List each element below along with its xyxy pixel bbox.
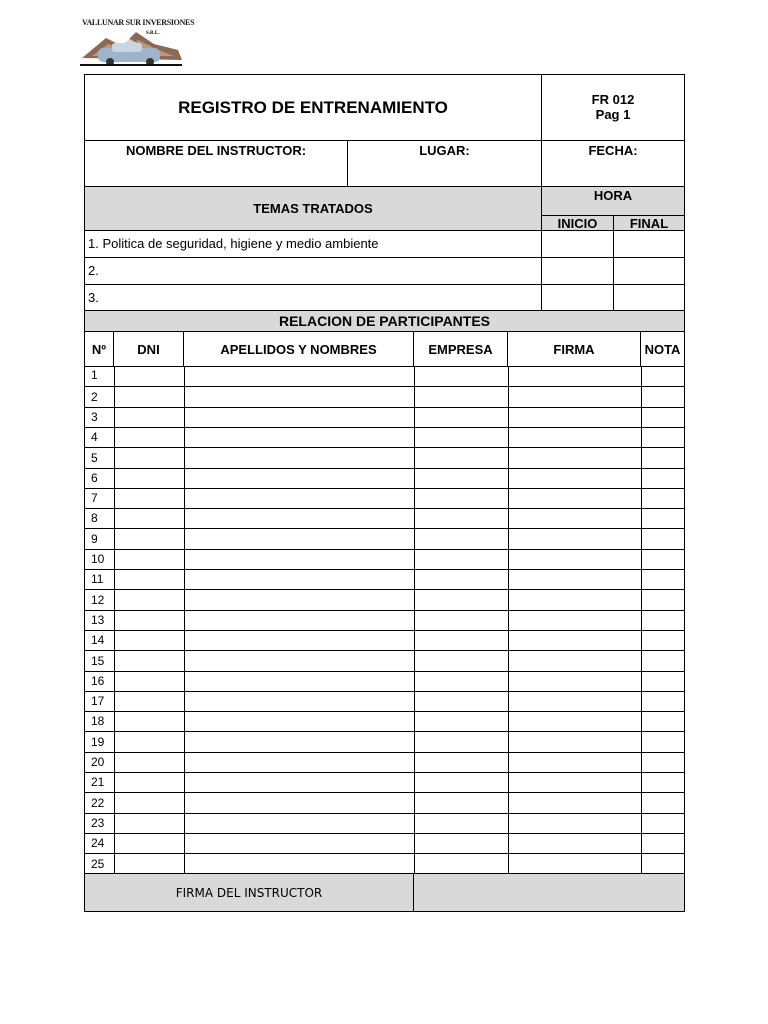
cell-dni[interactable] (114, 672, 184, 691)
table-row (85, 833, 685, 853)
cell-firma[interactable] (508, 793, 641, 813)
cell-nota[interactable] (641, 590, 685, 610)
table-row (85, 772, 685, 792)
cell-empresa[interactable] (414, 753, 508, 772)
table-row (85, 630, 685, 650)
inicio-label: INICIO (557, 215, 598, 231)
tema-row[interactable] (84, 284, 542, 311)
cell-firma[interactable] (508, 712, 641, 731)
cell-empresa[interactable] (414, 469, 508, 488)
participantes-title-label: RELACION DE PARTICIPANTES (278, 313, 491, 329)
cell-nota[interactable] (641, 732, 685, 752)
tema-text: 2. (88, 263, 99, 278)
lugar-field[interactable] (347, 140, 542, 187)
cell-numero: 8 (91, 511, 98, 525)
cell-firma[interactable] (508, 570, 641, 589)
tema-inicio-cell[interactable] (541, 284, 614, 311)
cell-numero: 22 (91, 796, 105, 810)
cell-nota[interactable] (641, 814, 685, 833)
cell-nota[interactable] (641, 448, 685, 468)
temas-header-label: TEMAS TRATADOS (253, 201, 373, 216)
cell-dni[interactable] (114, 366, 184, 386)
cell-nota[interactable] (641, 570, 685, 589)
cell-nombres[interactable] (184, 366, 414, 386)
table-row (85, 853, 685, 874)
col-header-label: APELLIDOS Y NOMBRES (220, 341, 377, 357)
cell-numero: 11 (91, 572, 104, 586)
fecha-label: FECHA: (588, 143, 638, 158)
cell-dni[interactable] (114, 773, 184, 792)
participants-table (84, 366, 685, 874)
col-header-label: EMPRESA (428, 341, 493, 357)
cell-empresa[interactable] (414, 570, 508, 589)
cell-nombres[interactable] (184, 732, 414, 752)
inicio-header (541, 215, 614, 231)
firma-instructor-cell[interactable] (84, 873, 414, 912)
cell-empresa[interactable] (414, 408, 508, 427)
cell-numero: 24 (91, 836, 105, 850)
cell-empresa[interactable] (414, 732, 508, 752)
col-header-nota (640, 331, 685, 367)
col-header-numero (84, 331, 114, 367)
cell-nota[interactable] (641, 773, 685, 792)
logo-text: VALLUNAR SUR INVERSIONES (82, 18, 195, 27)
cell-firma[interactable] (508, 428, 641, 447)
cell-empresa[interactable] (414, 631, 508, 650)
tema-text: 1. Politica de seguridad, higiene y medio ambiente (88, 236, 379, 251)
cell-firma[interactable] (508, 611, 641, 630)
cell-numero: 17 (91, 694, 105, 708)
cell-empresa[interactable] (414, 672, 508, 691)
cell-nombres[interactable] (184, 814, 414, 833)
cell-empresa[interactable] (414, 387, 508, 407)
cell-numero: 10 (91, 552, 105, 566)
cell-nombres[interactable] (184, 529, 414, 549)
cell-numero: 9 (91, 532, 98, 546)
col-header-firma (507, 331, 641, 367)
cell-nota[interactable] (641, 529, 685, 549)
final-label: FINAL (629, 215, 669, 231)
cell-numero: 23 (91, 816, 105, 830)
col-header-dni (113, 331, 184, 367)
tema-text: 3. (88, 290, 99, 305)
form-code-cell (541, 74, 685, 141)
cell-empresa[interactable] (414, 651, 508, 671)
cell-firma[interactable] (508, 509, 641, 528)
col-header-label: Nº (91, 341, 107, 357)
cell-firma[interactable] (508, 387, 641, 407)
cell-nota[interactable] (641, 793, 685, 813)
cell-nombres[interactable] (184, 469, 414, 488)
tema-inicio-cell[interactable] (541, 230, 614, 258)
cell-firma[interactable] (508, 469, 641, 488)
cell-dni[interactable] (114, 509, 184, 528)
cell-nombres[interactable] (184, 509, 414, 528)
cell-dni[interactable] (114, 611, 184, 630)
cell-nota[interactable] (641, 509, 685, 528)
cell-dni[interactable] (114, 529, 184, 549)
cell-numero: 3 (91, 410, 98, 424)
cell-dni[interactable] (114, 732, 184, 752)
cell-numero: 5 (91, 451, 98, 465)
col-header-label: NOTA (644, 341, 681, 357)
cell-firma[interactable] (508, 854, 641, 874)
cell-dni[interactable] (114, 793, 184, 813)
cell-nombres[interactable] (184, 753, 414, 772)
cell-nota[interactable] (641, 712, 685, 731)
cell-empresa[interactable] (414, 428, 508, 447)
cell-nombres[interactable] (184, 387, 414, 407)
cell-nota[interactable] (641, 672, 685, 691)
cell-firma[interactable] (508, 408, 641, 427)
cell-numero: 2 (91, 390, 98, 404)
table-row (85, 508, 685, 528)
cell-firma[interactable] (508, 366, 641, 386)
table-row (85, 731, 685, 752)
cell-dni[interactable] (114, 590, 184, 610)
cell-nombres[interactable] (184, 550, 414, 569)
instructor-field[interactable] (84, 140, 348, 187)
participantes-title (84, 310, 685, 332)
form-code: FR 012 (591, 92, 635, 107)
cell-nota[interactable] (641, 387, 685, 407)
firma-instructor-label: FIRMA DEL INSTRUCTOR (175, 885, 323, 900)
cell-empresa[interactable] (414, 854, 508, 874)
cell-nota[interactable] (641, 854, 685, 874)
cell-nombres[interactable] (184, 854, 414, 874)
cell-dni[interactable] (114, 408, 184, 427)
cell-firma[interactable] (508, 651, 641, 671)
cell-firma[interactable] (508, 489, 641, 508)
table-row (85, 447, 685, 468)
cell-empresa[interactable] (414, 773, 508, 792)
form-title: REGISTRO DE ENTRENAMIENTO (178, 97, 448, 117)
cell-nota[interactable] (641, 753, 685, 772)
cell-nombres[interactable] (184, 448, 414, 468)
table-row (85, 671, 685, 691)
cell-empresa[interactable] (414, 529, 508, 549)
cell-nombres[interactable] (184, 408, 414, 427)
cell-firma[interactable] (508, 814, 641, 833)
cell-empresa[interactable] (414, 448, 508, 468)
cell-empresa[interactable] (414, 692, 508, 711)
tema-final-cell[interactable] (613, 284, 685, 311)
table-row (85, 386, 685, 407)
cell-firma[interactable] (508, 529, 641, 549)
table-row (85, 488, 685, 508)
cell-numero: 4 (91, 430, 98, 444)
cell-firma[interactable] (508, 692, 641, 711)
cell-nota[interactable] (641, 469, 685, 488)
cell-dni[interactable] (114, 550, 184, 569)
cell-empresa[interactable] (414, 712, 508, 731)
cell-empresa[interactable] (414, 550, 508, 569)
table-row (85, 691, 685, 711)
cell-nombres[interactable] (184, 489, 414, 508)
table-row (85, 407, 685, 427)
cell-empresa[interactable] (414, 509, 508, 528)
cell-empresa[interactable] (414, 834, 508, 853)
cell-empresa[interactable] (414, 366, 508, 386)
cell-numero: 15 (91, 654, 105, 668)
cell-dni[interactable] (114, 854, 184, 874)
cell-numero: 25 (91, 857, 105, 871)
cell-numero: 20 (91, 755, 105, 769)
table-row (85, 650, 685, 671)
tema-final-cell[interactable] (613, 230, 685, 258)
cell-dni[interactable] (114, 692, 184, 711)
table-row (85, 468, 685, 488)
cell-nombres[interactable] (184, 570, 414, 589)
cell-nota[interactable] (641, 408, 685, 427)
cell-empresa[interactable] (414, 489, 508, 508)
cell-nota[interactable] (641, 834, 685, 853)
cell-dni[interactable] (114, 712, 184, 731)
table-row (85, 528, 685, 549)
table-row (85, 711, 685, 731)
cell-numero: 21 (91, 775, 105, 789)
lugar-label: LUGAR: (419, 143, 470, 158)
cell-dni[interactable] (114, 469, 184, 488)
firma-instructor-signature[interactable] (413, 873, 685, 912)
cell-nombres[interactable] (184, 631, 414, 650)
cell-numero: 1 (91, 368, 98, 382)
cell-dni[interactable] (114, 448, 184, 468)
cell-firma[interactable] (508, 550, 641, 569)
cell-numero: 12 (91, 593, 105, 607)
logo-subtext: S.R.L. (146, 31, 160, 36)
table-row (85, 589, 685, 610)
cell-dni[interactable] (114, 834, 184, 853)
cell-empresa[interactable] (414, 793, 508, 813)
table-row (85, 366, 685, 386)
tema-final-cell[interactable] (613, 257, 685, 285)
cell-nota[interactable] (641, 489, 685, 508)
cell-dni[interactable] (114, 651, 184, 671)
cell-nombres[interactable] (184, 712, 414, 731)
temas-header (84, 186, 542, 231)
instructor-label: NOMBRE DEL INSTRUCTOR: (125, 143, 307, 158)
table-row (85, 792, 685, 813)
cell-firma[interactable] (508, 773, 641, 792)
col-header-nombres (183, 331, 414, 367)
cell-nombres[interactable] (184, 428, 414, 447)
cell-numero: 16 (91, 674, 105, 688)
cell-empresa[interactable] (414, 611, 508, 630)
cell-nota[interactable] (641, 366, 685, 386)
cell-dni[interactable] (114, 489, 184, 508)
hora-header (541, 186, 685, 216)
col-header-label: DNI (137, 341, 160, 357)
hora-label: HORA (593, 188, 633, 203)
cell-nota[interactable] (641, 631, 685, 650)
table-row (85, 813, 685, 833)
col-header-label: FIRMA (553, 341, 595, 357)
cell-nombres[interactable] (184, 611, 414, 630)
cell-nombres[interactable] (184, 590, 414, 610)
cell-nombres[interactable] (184, 793, 414, 813)
cell-firma[interactable] (508, 834, 641, 853)
cell-firma[interactable] (508, 672, 641, 691)
col-header-empresa (413, 331, 508, 367)
cell-numero: 18 (91, 714, 105, 728)
cell-nota[interactable] (641, 692, 685, 711)
cell-firma[interactable] (508, 631, 641, 650)
cell-dni[interactable] (114, 387, 184, 407)
cell-numero: 6 (91, 471, 98, 485)
cell-numero: 13 (91, 613, 105, 627)
cell-dni[interactable] (114, 570, 184, 589)
cell-firma[interactable] (508, 753, 641, 772)
form-title-cell (84, 74, 542, 141)
cell-dni[interactable] (114, 428, 184, 447)
cell-numero: 19 (91, 735, 105, 749)
cell-nombres[interactable] (184, 773, 414, 792)
cell-dni[interactable] (114, 753, 184, 772)
cell-nota[interactable] (641, 611, 685, 630)
table-row (85, 427, 685, 447)
cell-empresa[interactable] (414, 814, 508, 833)
cell-nombres[interactable] (184, 692, 414, 711)
cell-firma[interactable] (508, 448, 641, 468)
cell-nombres[interactable] (184, 651, 414, 671)
page-number: Pag 1 (595, 107, 631, 122)
tema-row[interactable] (84, 257, 542, 285)
cell-firma[interactable] (508, 732, 641, 752)
cell-nombres[interactable] (184, 672, 414, 691)
table-row (85, 569, 685, 589)
cell-numero: 7 (91, 491, 98, 505)
cell-dni[interactable] (114, 631, 184, 650)
cell-nombres[interactable] (184, 834, 414, 853)
cell-empresa[interactable] (414, 590, 508, 610)
cell-nota[interactable] (641, 550, 685, 569)
table-row (85, 752, 685, 772)
cell-nota[interactable] (641, 428, 685, 447)
fecha-field[interactable] (541, 140, 685, 187)
final-header (613, 215, 685, 231)
table-row (85, 610, 685, 630)
cell-nota[interactable] (641, 651, 685, 671)
cell-dni[interactable] (114, 814, 184, 833)
cell-firma[interactable] (508, 590, 641, 610)
cell-numero: 14 (91, 633, 105, 647)
tema-row[interactable] (84, 230, 542, 258)
table-row (85, 549, 685, 569)
tema-inicio-cell[interactable] (541, 257, 614, 285)
